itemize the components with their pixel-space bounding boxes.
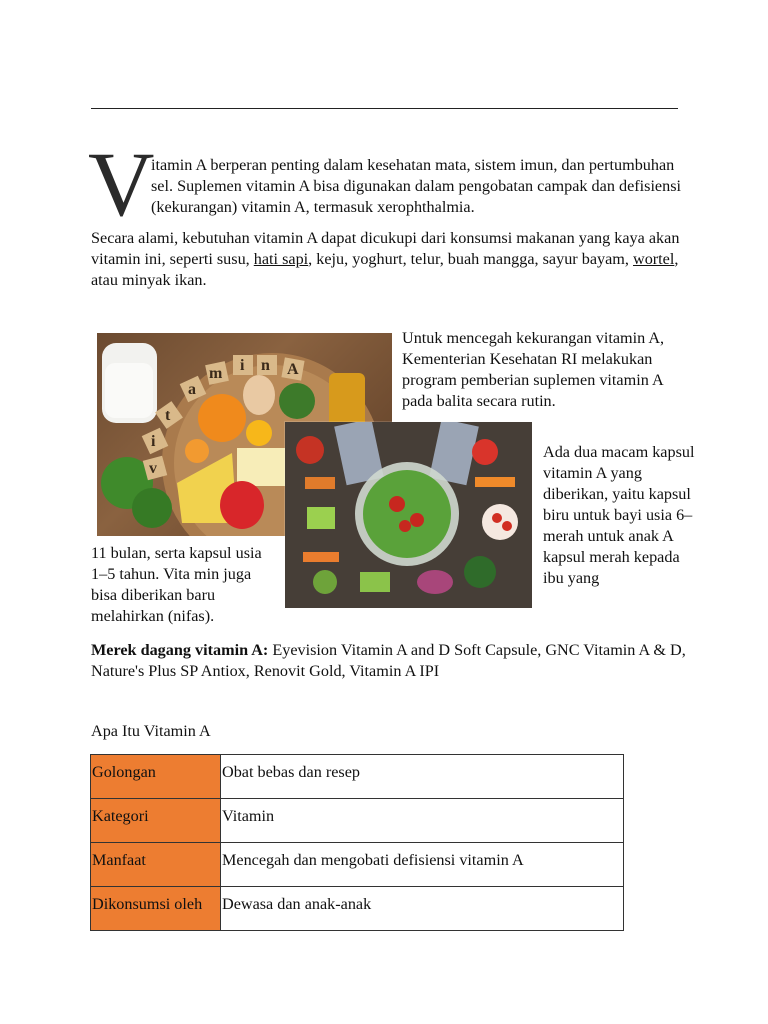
tile-i: i	[151, 433, 156, 450]
tile-i2: i	[240, 357, 245, 374]
capsule-paragraph-left: 11 bulan, serta kapsul usia 1–5 tahun. Vita min juga bisa diberikan baru melahirkan (nifas).	[91, 544, 262, 625]
row-value: Mencegah dan mengobati defisiensi vitamin A	[221, 843, 624, 887]
brand-paragraph: Merek dagang vitamin A: Eyevision Vitamin A and D Soft Capsule, GNC Vitamin A & D, Nature's Plus SP Antiox, Renovit Gold, Vitamin A IPI	[91, 641, 686, 680]
link-wortel[interactable]: wortel	[633, 250, 675, 268]
row-value: Dewasa dan anak-anak	[221, 887, 624, 931]
table-title: Apa Itu Vitamin A	[91, 722, 211, 740]
table-row	[91, 843, 624, 887]
row-key: Manfaat	[91, 843, 221, 887]
tile-n: n	[261, 357, 270, 374]
intro-paragraph: itamin A berperan penting dalam kesehatan mata, sistem imun, dan pertumbuhan sel. Suplemen vitamin A bisa digunakan dalam pengobatan campak dan defisiensi (kekurangan) vitamin A, termasuk xerophthalmia.	[151, 156, 682, 216]
table-row	[91, 755, 624, 799]
row-key: Kategori	[91, 799, 221, 843]
program-paragraph: Untuk mencegah kekurangan vitamin A, Kementerian Kesehatan RI melakukan program pemberian suplemen vitamin A pada balita secara rutin.	[402, 329, 665, 410]
tile-m: m	[209, 365, 223, 382]
brand-label: Merek dagang vitamin A:	[91, 641, 269, 659]
tile-A: A	[287, 361, 299, 378]
row-key: Dikonsumsi oleh	[91, 887, 221, 931]
row-value: Vitamin	[221, 799, 624, 843]
table-row	[91, 799, 624, 843]
table-row	[91, 887, 624, 931]
sources-paragraph: Secara alami, kebutuhan vitamin A dapat dicukupi dari konsumsi makanan yang kaya akan vitamin ini, seperti susu, hati sapi, keju, yoghurt, telur, buah mangga, sayur bayam, wortel, atau minyak ikan.	[91, 229, 680, 289]
info-table	[90, 754, 624, 931]
drop-cap: V	[88, 133, 155, 235]
tile-t: t	[165, 407, 171, 424]
salad-bowl-image	[285, 422, 532, 608]
top-rule	[91, 108, 678, 109]
link-hati-sapi[interactable]: hati sapi	[253, 250, 309, 268]
tile-v: v	[149, 460, 157, 477]
capsule-paragraph-right: Ada dua macam kapsul vitamin A yang diberikan, yaitu kapsul biru untuk bayi usia 6– merah untuk anak A kapsul merah kepada ibu yang	[543, 443, 695, 587]
row-key: Golongan	[91, 755, 221, 799]
row-value: Obat bebas dan resep	[221, 755, 624, 799]
tile-a: a	[188, 381, 196, 398]
